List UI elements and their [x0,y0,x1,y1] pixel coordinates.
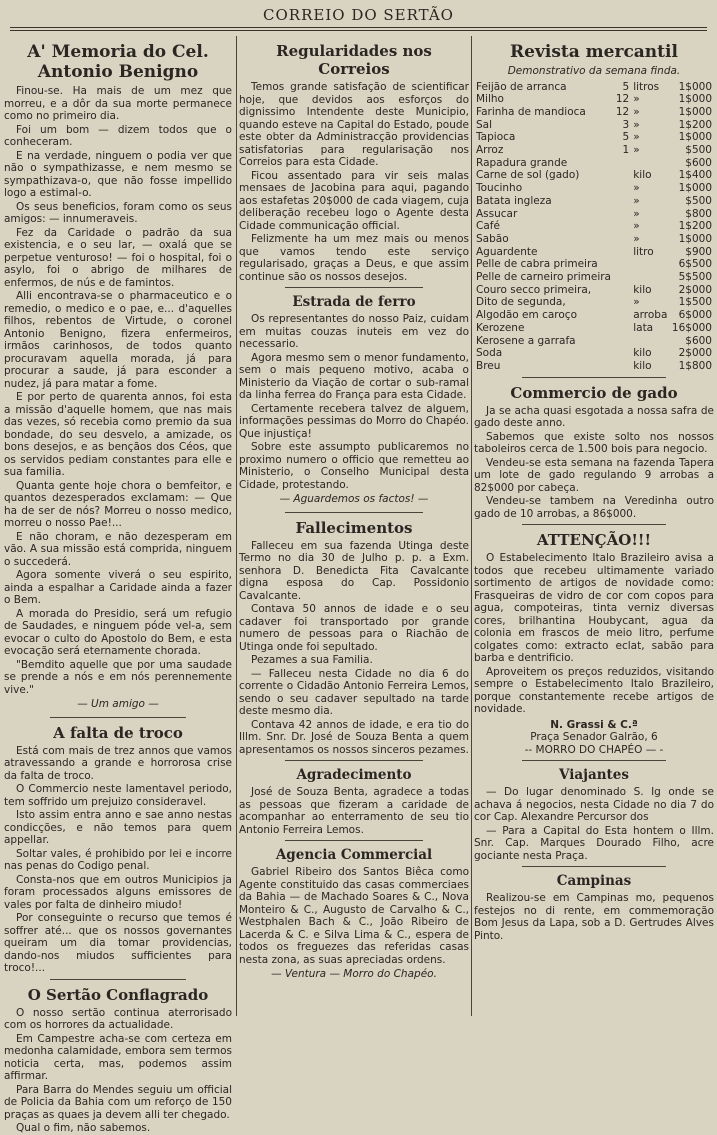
paragraph: Agora mesmo sem o menor fundamento, sem o mais pequeno motivo, acaba o Ministerio da Viação de cortar o sub-ramal da linha ferrea do França para esta Cidade. [239,351,469,401]
paragraph: Para Barra do Mendes seguiu um official de Policia da Bahia com um reforço de 150 praças as quaes ja devem alli ter chegado. [4,1083,232,1121]
masthead-rule [10,27,707,31]
price-unit: litro [633,245,654,258]
price-qty [613,208,631,221]
firm-city: -- MORRO DO CHAPÉO — - [524,743,664,756]
firm-name: N. Grassi & C.ª [550,718,638,731]
price-row [474,246,714,259]
price-row [474,182,714,195]
article-title: Agencia Commercial [275,847,433,863]
price-row [474,81,714,94]
price-item: Breu [476,359,501,372]
price-unit: » [633,144,640,157]
price-row [474,335,714,348]
paragraph: — Para a Capital do Esta hontem o Illm. Snr. Cap. Marques Dourado Filho, acre gociante nesta Praça. [474,824,714,862]
article-campinas [474,873,714,942]
article-title: O Sertão Conflagrado [27,985,209,1004]
article-title: Viajantes [559,767,629,784]
price-value: 2$000 [678,283,712,296]
price-unit: » [633,207,640,220]
price-unit: » [633,93,640,106]
price-item: Arroz [476,144,504,157]
article-gado [474,384,714,521]
article-signature: — Um amigo — [77,698,159,710]
article-subtitle: Demonstrativo da semana finda. [507,65,681,77]
article-title: ATTENÇÃO!!! [536,531,652,550]
article-correios [239,42,469,283]
price-value: 6$500 [678,258,712,271]
price-item: Farinha de mandioca [476,105,586,118]
price-value: 1$000 [678,80,712,93]
price-item: Kerosene a garrafa [476,334,576,347]
article-title: Agradecimento [296,767,412,783]
price-item: Milho [476,93,504,106]
paragraph: Finou-se. Ha mais de um mez que morreu, e a dôr da sua morte permanece como no primeiro dia. [4,85,232,122]
paragraph: Em Campestre acha-se com certeza em medonha calamidade, embora sem termos noticia certa, mas, podemos assim affirmar. [4,1032,232,1082]
paragraph: Contava 42 annos de idade, e era tio do Illm. Snr. Dr. José de Souza Benta a quem apresentamos os nossos sinceros pezames. [239,718,469,756]
article-sertao [4,986,232,1135]
paragraph: E na verdade, ninguem o podia ver que não o sympathizasse, e nem mesmo se sympathizava-o, que não fosse impellido logo a estimal-o. [4,149,232,199]
price-unit: litros [633,80,660,93]
paragraph: E não choram, e não dezesperam em vão. A sua missão está comprida, ninguem o succederá. [4,530,232,568]
paragraph: Falleceu em sua fazenda Utinga deste Termo no dia 30 de Julho p. p. a Exm. senhora D. Benedicta Fita Cavalcante digna esposa do Cap. Possidonio Cavalcante. [239,539,469,602]
paragraph: Foi um bom — dizem todos que o conheceram. [4,123,232,148]
column-divider [471,36,472,1016]
article-falecimentos [239,519,469,757]
price-unit: kilo [633,283,652,296]
section-separator [522,524,666,525]
price-row [474,271,714,284]
price-unit: lata [633,321,654,334]
paragraph: Qual o fim, não sabemos. [16,1122,151,1134]
paragraph: O Estabelecimento Italo Brazileiro avisa a todos que recebeu ultimamente variado sortimento de artigos de novidade como: Frasqueiras de vidro de cor com copos para agua, compoteiras, tinta verniz diversas cores, brilhantina Houbycant, agua da colonia em frascos de meio litro, perfume colgates como: extracto eclat, sabão para barba e dentrificio. [474,552,714,665]
article-title: Revista mercantil [510,42,678,62]
section-separator [285,512,423,513]
paragraph: Fez da Caridade o padrão da sua existencia, e o seu lar, — oxalá que se perpetue venturoso! — foi o hospital, foi o asylo, foi o abrigo de milhares de enfermos, de nús e de famintos. [4,226,232,289]
paragraph: Agora somente viverá o seu espirito, ainda a espalhar a Caridade ainda a fazer o Bem. [4,569,232,606]
price-value: 1$000 [678,93,712,106]
price-row [474,258,714,271]
article-troco [4,724,232,975]
price-value: 2$000 [678,347,712,360]
price-value: 1$000 [678,232,712,245]
paragraph: "Bemdito aquelle que por uma saudade se prende a nós e em nós perennemente vive." [4,658,232,696]
price-qty [613,296,631,309]
price-item: Sabão [476,232,509,245]
paragraph: Ficou assentado para vir seis malas mensaes de Jacobina para aqui, pagando aos estafetas 20$000 de cada viagem, cuja deliberação recebeu logo o Agente desta Cidade communicação official. [239,169,469,232]
price-item: Kerozene [476,321,525,334]
price-qty: 12 [615,105,630,118]
price-value: 1$000 [678,105,712,118]
column-right [474,36,714,1020]
price-item: Café [476,220,500,233]
price-item: Batata ingleza [476,194,552,207]
price-item: Algodão em caroço [476,309,577,322]
price-qty [613,246,631,259]
article-title: A' Memoria do Cel. Antonio Benigno [27,42,209,82]
price-unit: » [633,296,640,309]
paragraph: Sabemos que existe solto nos nossos taboleiros cerca de 1.500 bois para negocio. [474,430,714,456]
price-value: 1$800 [678,359,712,372]
paragraph: E por perto de quarenta annos, foi esta a missão d'aquelle homem, que nas mais das vezes, só recebia como premio da sua bondade, do seu desvelo, a amizade, os bons desejos, e as bençãos dos Céos, que os servidos pediam constantes para elle e sua familia. [4,391,232,478]
price-qty [613,195,631,208]
price-qty: 1 [622,144,630,157]
price-qty [613,335,631,348]
price-qty [613,258,631,271]
price-qty [613,322,631,335]
price-row [474,157,714,170]
price-qty [613,284,631,297]
section-separator [285,840,423,841]
section-separator [522,866,666,867]
price-row [474,284,714,297]
section-separator [285,760,423,761]
price-item: Couro secco primeira, [476,283,592,296]
paragraph: O nosso sertão continua aterrorisado com os horrores da actualidade. [4,1006,232,1031]
price-value: $900 [685,245,712,258]
section-separator [285,287,423,288]
price-item: Feijão de arranca [476,80,567,93]
paragraph: Contava 50 annos de idade e o seu cadaver foi transportado por grande numero de pessoas para o Riachão de Utinga onde foi sepultado. [239,603,469,653]
price-row [474,296,714,309]
article-body [4,85,232,696]
price-item: Rapadura grande [476,156,568,169]
price-value: $500 [685,144,712,157]
price-row [474,309,714,322]
price-qty: 12 [615,93,630,106]
article-title: Regularidades nos Correios [276,42,432,78]
price-row [474,322,714,335]
price-item: Aguardente [476,245,538,258]
price-unit: » [633,220,640,233]
paragraph: José de Souza Benta, agradece a todas as pessoas que fizeram a caridade de acompanhar ao enterramento de seu tio Antonio Ferreira Lemos. [239,786,469,836]
price-unit: » [633,232,640,245]
price-unit: » [633,131,640,144]
paragraph: Por conseguinte o recurso que temos é soffrer até... que os nossos governantes queiram um dia tomar providencias, dando-nos miudos sufficientes para troco!... [4,912,232,974]
price-qty [613,157,631,170]
paragraph: Gabriel Ribeiro dos Santos Biêca como Agente constituido das casas commerciaes da Bahia — de Machado Soares & C., Nova Monteiro & C., Augusto de Carvalho & C., Westphalen Bach & C., João Ribeiro de Lacerda & C. e Silva Lima & C., espera de todos os freguezes das referidas casas nesta zona, as suas apreciadas ordens. [239,866,469,966]
price-item: Assucar [476,207,518,220]
price-item: Tapioca [476,131,516,144]
column-divider [236,36,237,1016]
price-row [474,347,714,360]
price-unit [631,271,669,284]
article-ferro [239,294,469,506]
column-middle [239,36,469,1020]
article-title: Fallecimentos [295,518,413,537]
paragraph: Está com mais de trez annos que vamos atravessando a grande e horrorosa crise da falta de troco. [4,744,232,782]
paragraph: Sobre este assumpto publicaremos no proximo numero o officio que remetteu ao Ministerio, o Conselho Municipal desta Cidade, protestando. [239,441,469,491]
article-title: A falta de troco [53,723,183,742]
article-title: Estrada de ferro [292,294,416,310]
price-unit: kilo [633,347,652,360]
article-atencao [474,531,714,756]
price-unit: » [633,118,640,131]
section-separator [522,377,666,378]
price-unit: » [633,182,640,195]
price-row [474,360,714,373]
price-value: 16$000 [671,321,712,334]
price-value: 5$500 [678,271,712,284]
article-signature: — Aguardemos os factos! — [279,493,429,505]
price-unit: » [633,194,640,207]
section-separator [50,979,187,980]
price-item: Dito de segunda, [476,296,566,309]
price-unit [631,335,669,348]
price-qty [613,271,631,284]
article-memoria [4,42,232,711]
paragraph: Isto assim entra anno e sae anno nestas condicções, e não temos para quem appellar. [4,809,232,846]
price-qty [613,233,631,246]
paragraph: Realizou-se em Campinas mo, pequenos festejos no di rente, em commemoração Bom Jesus da Lapa, sob a D. Gertrudes Alves Pinto. [474,892,714,942]
paragraph: Quanta gente hoje chora o bemfeitor, e quantos dezesperados exclamam: — Que ha de ser de nós? Morreu o nosso medico, morreu o nosso Pae!... [4,479,232,529]
paragraph: Alli encontrava-se o pharmaceutico e o remedio, o medico e o pae, e... d'aquelles filhos, rebentos de Virtude, o coronel Antonio Benigno, fizera enfermeiros, irmãos carinhosos, de todos quanto procuravam aquella morada, já para procurar a saude, já para esconder a nudez, já para matar a fome. [4,290,232,390]
price-qty [613,347,631,360]
section-separator [50,717,187,718]
masthead [0,0,717,32]
paragraph: Certamente recebera talvez de alguem, informações pessimas do Morro do Chapéo. Que injustiça! [239,402,469,440]
price-unit: arroba [633,309,668,322]
article-signature: — Ventura — Morro do Chapéo. [271,968,437,980]
paragraph: — Falleceu nesta Cidade no dia 6 do corrente o Cidadão Antonio Ferreira Lemos, sendo o seu cadaver sepultado na tarde deste mesmo dia. [239,667,469,717]
price-value: $800 [685,207,712,220]
paragraph: Vendeu-se tambem na Veredinha outro gado de 10 arrobas, a 86$000. [474,495,714,520]
paragraph: — Do lugar denominado S. Ig onde se achava á negocios, nesta Cidade no dia 7 do cor Cap. Alexandre Percursor dos [474,786,714,824]
price-item: Pelle de cabra primeira [476,258,598,271]
article-viajantes [474,767,714,862]
price-unit: kilo [633,169,652,182]
price-row [474,93,714,106]
paragraph: Os representantes do nosso Paiz, cuidam em muitas couzas inuteis em vez do necessario. [239,313,469,350]
price-item: Sal [476,118,493,131]
price-value: 1$000 [678,182,712,195]
column-left [4,36,232,1134]
paragraph: Ja se acha quasi esgotada a nossa safra de gado deste anno. [474,404,714,430]
article-title: Campinas [556,873,632,890]
price-value: 6$000 [678,309,712,322]
firm-address: Praça Senador Galrão, 6 [530,731,658,744]
section-separator [522,760,666,761]
price-unit: » [633,105,640,118]
paragraph: Aproveitem os preços reduzidos, visitando sempre o Estabelecimento Italo Brazileiro, porque constantemente recebe artigos de novidade. [474,665,714,716]
price-item: Toucinho [476,182,523,195]
price-item: Carne de sol (gado) [476,169,580,182]
price-value: 1$200 [678,220,712,233]
price-value: $600 [685,156,712,169]
paragraph: Vendeu-se esta semana na fazenda Tapera um lote de gado regulando 9 arrobas a 82$000 por cabeça. [474,456,714,494]
article-agradecimento [239,767,469,836]
price-row [474,169,714,182]
paragraph: Felizmente ha um mez mais ou menos que vamos tendo este serviço regularisado, graças a Deus, e que assim continue são os nossos desejos. [239,233,469,283]
price-unit [631,258,669,271]
paragraph: Soltar vales, é prohibido por lei e incorre nas penas do Codigo penal. [4,847,232,872]
price-row [474,195,714,208]
price-qty [613,220,631,233]
article-title: Commercio de gado [510,383,678,402]
price-qty [613,309,631,322]
price-value: 1$200 [678,118,712,131]
price-row [474,233,714,246]
price-qty [613,182,631,195]
article-agencia [239,847,469,981]
newspaper-title: CORREIO DO SERTÃO [263,6,454,24]
price-qty: 5 [622,80,630,93]
price-row [474,119,714,132]
paragraph: Temos grande satisfação de scientificar hoje, que devidos aos esforços do dignissimo Intendente deste Municipio, quando esteve na Capital do Estado, poude este obter da Administracção providencias satisfatorias para regularisação nos Correios para esta Cidade. [239,81,469,168]
price-qty: 3 [622,118,630,131]
price-value: 1$000 [678,131,712,144]
price-value: $500 [685,194,712,207]
price-value: 1$400 [678,169,712,182]
price-qty: 5 [622,131,630,144]
paragraph: Consta-nos que em outros Municipios ja foram processados alguns emissores de vales por falta de dinheiro miudo! [4,873,232,911]
price-row [474,106,714,119]
price-row [474,144,714,157]
price-qty [613,360,631,373]
price-item: Pelle de carneiro primeira [476,271,611,284]
price-table [474,81,714,373]
price-unit: kilo [633,359,652,372]
price-qty [613,169,631,182]
price-item: Soda [476,347,503,360]
price-row [474,220,714,233]
paragraph: O Commercio neste lamentavel periodo, tem soffrido um prejuizo consideravel. [4,783,232,808]
price-row [474,131,714,144]
paragraph: Pezames a sua Familia. [251,654,373,666]
price-value: 1$500 [678,296,712,309]
price-unit [631,157,669,170]
price-row [474,208,714,221]
paragraph: A morada do Presidio, será um refugio de Saudades, e ninguem póde vel-a, sem evocar o culto do Apostolo do Bem, e esta evocação será eternamente chorada. [4,607,232,657]
price-value: $600 [685,334,712,347]
article-revista [474,42,714,373]
paragraph: Os seus beneficios, foram como os seus amigos: — innumeraveis. [4,200,232,225]
